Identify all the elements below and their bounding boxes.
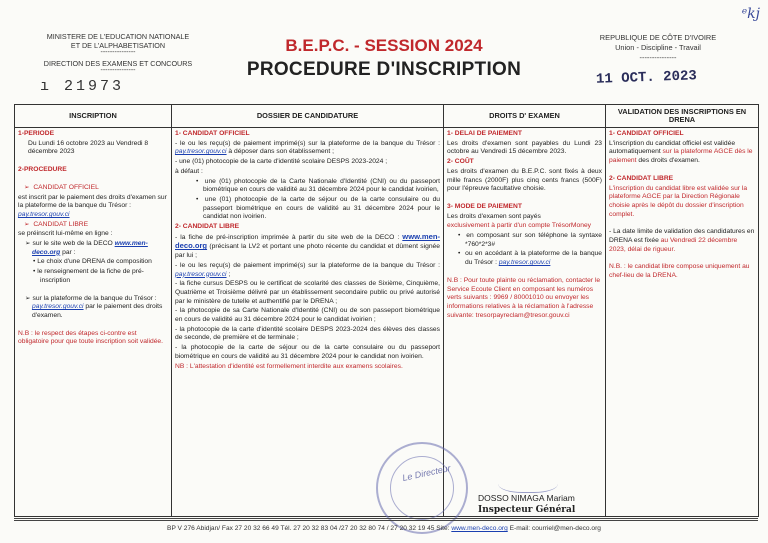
col-dossier: DOSSIER DE CANDIDATURE <box>172 105 444 128</box>
validation-officiel-title: 1- CANDIDAT OFFICIEL <box>609 130 684 137</box>
inscription-nb: N.B : le respect des étapes ci-contre est obligatoire pour que toute inscription soit validée. <box>18 329 163 346</box>
procedure-table <box>14 104 759 517</box>
dossier-nb: NB : L'attestation d'identité est formellement interdite aux examens scolaires. <box>175 362 403 370</box>
libre-step1: ➢ sur le site web de la DECO www.men-deco.org par : <box>25 240 148 256</box>
republic-name: REPUBLIQUE DE CÔTE D'IVOIRE <box>599 33 717 42</box>
direction-line: DIRECTION DES EXAMENS ET CONCOURS <box>43 59 193 68</box>
stamp-text: Le Directeur <box>401 463 452 483</box>
dossier-lib-1: - la fiche de pré-inscription imprimée à partir du site web de la DECO : www.men-deco.org (précisant la LV2 et portant une photo récente du candidat et dûment signée par lui ; <box>175 231 440 260</box>
dossier-lib-4: - la photocopie de sa Carte Nationale d'Identité (CNI) ou de son passeport biométrique en cours de validité au 31 décembre 2024 pour le candidat ivoirien ; <box>175 307 440 324</box>
mode-b1: • en composant sur son téléphone la syntaxe *760*2*3# <box>458 232 602 248</box>
cell-validation <box>606 128 759 517</box>
mode-red: exclusivement à partir d'un compte TrésorMoney <box>447 222 592 230</box>
periode-text: Du Lundi 16 octobre 2023 au Vendredi 8 décembre 2023 <box>28 139 149 156</box>
tresor-link-4[interactable]: pay.tresor.gouv.ci <box>175 270 227 278</box>
dossier-officiel-title: 1- CANDIDAT OFFICIEL <box>175 130 250 137</box>
header-separator-2: --------------- <box>100 67 136 74</box>
col-inscription: INSCRIPTION <box>15 105 172 128</box>
republic-motto: Union - Discipline - Travail <box>615 43 701 52</box>
validation-date: - La date limite de validation des candidatures en DRENA est fixée au Vendredi 22 décembre 2023, délai de rigueur. <box>609 228 755 253</box>
dossier-lib-2: - le ou les reçu(s) de paiement imprimé(s) sur la plateforme de la banque du Trésor : pay.tresor.gouv.ci ; <box>175 261 440 278</box>
republic-header <box>588 33 728 63</box>
footer-rule-2 <box>14 520 758 521</box>
droits-nb: N.B : Pour toute plainte ou réclamation, contacter le Service Ecoute Client en composant les numéros verts suivants : 9969 / 80001010 ou envoyer les informations relatives à la réclamation à l'adresse suivante: tresorpayreclam@tresor.gouv.ci <box>447 276 601 319</box>
dossier-off-b2: • une (01) photocopie de la carte de séjour ou de la carte consulaire ou du passeport biométrique en cours de validité au 31 décembre 2024 pour le candidat non ivoirien. <box>196 195 441 221</box>
mode-b2: • ou en accédant à la plateforme de la banque du Trésor : pay.tresor.gouv.ci <box>458 250 602 267</box>
officiel-text: est inscrit par le paiement des droits d'examen sur la plateforme de la banque du Trésor : pay.tresor.gouv.ci <box>18 193 167 218</box>
libre-step2: ➢ sur la plateforme de la banque du Trésor : pay.tresor.gouv.ci par le paiement des droits d'examen. <box>25 294 163 319</box>
officiel-heading: ➢ CANDIDAT OFFICIEL <box>24 183 99 191</box>
dossier-libre-title: 2- CANDIDAT LIBRE <box>175 223 240 231</box>
signatory-title: Inspecteur Général <box>478 505 576 515</box>
dossier-off-b1: • une (01) photocopie de la Carte Nationale d'Identité (CNI) ou du passeport biométrique en cours de validité au 31 décembre 2024 pour le candidat ivoirien, <box>196 177 440 194</box>
tresor-link-3[interactable]: pay.tresor.gouv.ci <box>175 148 227 156</box>
signature-mark <box>498 470 558 493</box>
deco-link-2[interactable]: www.men-deco.org <box>175 231 440 251</box>
dossier-off-1: - le ou les reçu(s) de paiement imprimé(s) sur la plateforme de la banque du Trésor : pay.tresor.gouv.ci à déposer dans son établissement ; <box>175 139 440 156</box>
footer-contact: BP V 276 Abidjan/ Fax 27 20 32 66 49 Tél. 27 20 32 83 04 /27 20 32 80 74 / 27 20 32 19 45 Site: www.men-deco.org E-mail: courriel@men-deco.org <box>167 525 601 532</box>
periode-title: 1-PERIODE <box>18 130 55 137</box>
reference-number: ı 21973 <box>40 78 125 95</box>
tresor-link-5[interactable]: pay.tresor.gouv.ci <box>498 259 551 267</box>
ministry-line2: ET DE L'ALPHABETISATION <box>70 41 166 50</box>
dossier-lib-5: - la photocopie de la carte d'identité scolaire DESPS 2023-2024 des élèves des classes de seconde, de première et de terminale ; <box>175 325 440 342</box>
table-header-row <box>15 105 759 128</box>
cout-title: 2- COÛT <box>447 158 474 166</box>
col-validation: VALIDATION DES INSCRIPTIONS EN DRENA <box>606 105 759 128</box>
delai-title: 1- DELAI DE PAIEMENT <box>447 130 522 137</box>
cout-text: Les droits d'examen du B.E.P.C. sont fixés à deux mille francs (2000F) plus cinq cents francs (500F) pour l'épreuve facultative choisie. <box>447 167 602 193</box>
validation-nb: N.B. : le candidat libre compose uniquement au chef-lieu de la DRENA. <box>609 263 750 280</box>
dossier-lib-3: - la fiche cursus DESPS ou le certificat de scolarité des classes de Sixième, Cinquième, Quatrième et Troisième délivré par un établissement secondaire public ou privé autorisé par le ministère de tutelle et authentifié par le DRENA ; <box>175 280 440 305</box>
cell-inscription <box>15 128 172 517</box>
footer-site-link[interactable]: www.men-deco.org <box>451 525 508 532</box>
deco-link[interactable]: www.men-deco.org <box>32 240 148 256</box>
corner-initials: ᵉkj <box>741 6 760 22</box>
dossier-off-2: - une (01) photocopie de la carte d'identité scolaire DESPS 2023-2024 ; <box>175 158 388 166</box>
dossier-off-3: à défaut : <box>175 167 203 175</box>
mode-title: 3- MODE DE PAIEMENT <box>447 202 522 210</box>
validation-libre-text: L'inscription du candidat libre est validée sur la plateforme AGCE par la Direction Régionale choisie après le dépôt du dossier d'inscription complet. <box>609 184 748 218</box>
tresor-link[interactable]: pay.tresor.gouv.ci <box>18 210 70 218</box>
document-title: B.E.P.C. - SESSION 2024 <box>285 36 483 55</box>
col-droits: DROITS D' EXAMEN <box>444 105 606 128</box>
validation-libre-title: 2- CANDIDAT LIBRE <box>609 174 674 182</box>
footer-rule <box>14 518 758 519</box>
validation-off-text: L'inscription du candidat officiel est validée automatiquement sur la plateforme AGCE dès le paiement des droits d'examen. <box>609 139 753 165</box>
tresor-link-2[interactable]: pay.tresor.gouv.ci <box>32 303 84 311</box>
document-subtitle: PROCEDURE D'INSCRIPTION <box>246 59 522 80</box>
libre-bullet1: • Le choix d'une DRENA de composition <box>33 258 152 266</box>
libre-intro: se préinscrit lui-même en ligne : <box>18 230 113 238</box>
republic-separator: --------------- <box>639 53 677 62</box>
mode-text: Les droits d'examen sont payés <box>447 212 541 220</box>
libre-bullet2: • le renseignement de la fiche de pré-inscription <box>33 268 144 284</box>
cell-droits <box>444 128 606 517</box>
ministry-line1: MINISTERE DE L'EDUCATION NATIONALE <box>46 32 190 41</box>
date-stamp: 11 OCT. 2023 <box>595 68 698 88</box>
procedure-title: 2-PROCEDURE <box>18 166 67 174</box>
libre-heading: ➢ CANDIDAT LIBRE <box>24 220 89 228</box>
dossier-lib-6: - la photocopie de la carte de séjour ou de la carte consulaire ou du passeport biométrique en cours de validité au 31 décembre 2024 pour le candidat non ivoirien. <box>175 344 440 360</box>
signatory-name: DOSSO NIMAGA Mariam <box>478 493 575 503</box>
header-separator: --------------- <box>100 49 136 56</box>
delai-text: Les droits d'examen sont payables du Lundi 23 octobre au Vendredi 15 décembre 2023. <box>447 139 602 156</box>
